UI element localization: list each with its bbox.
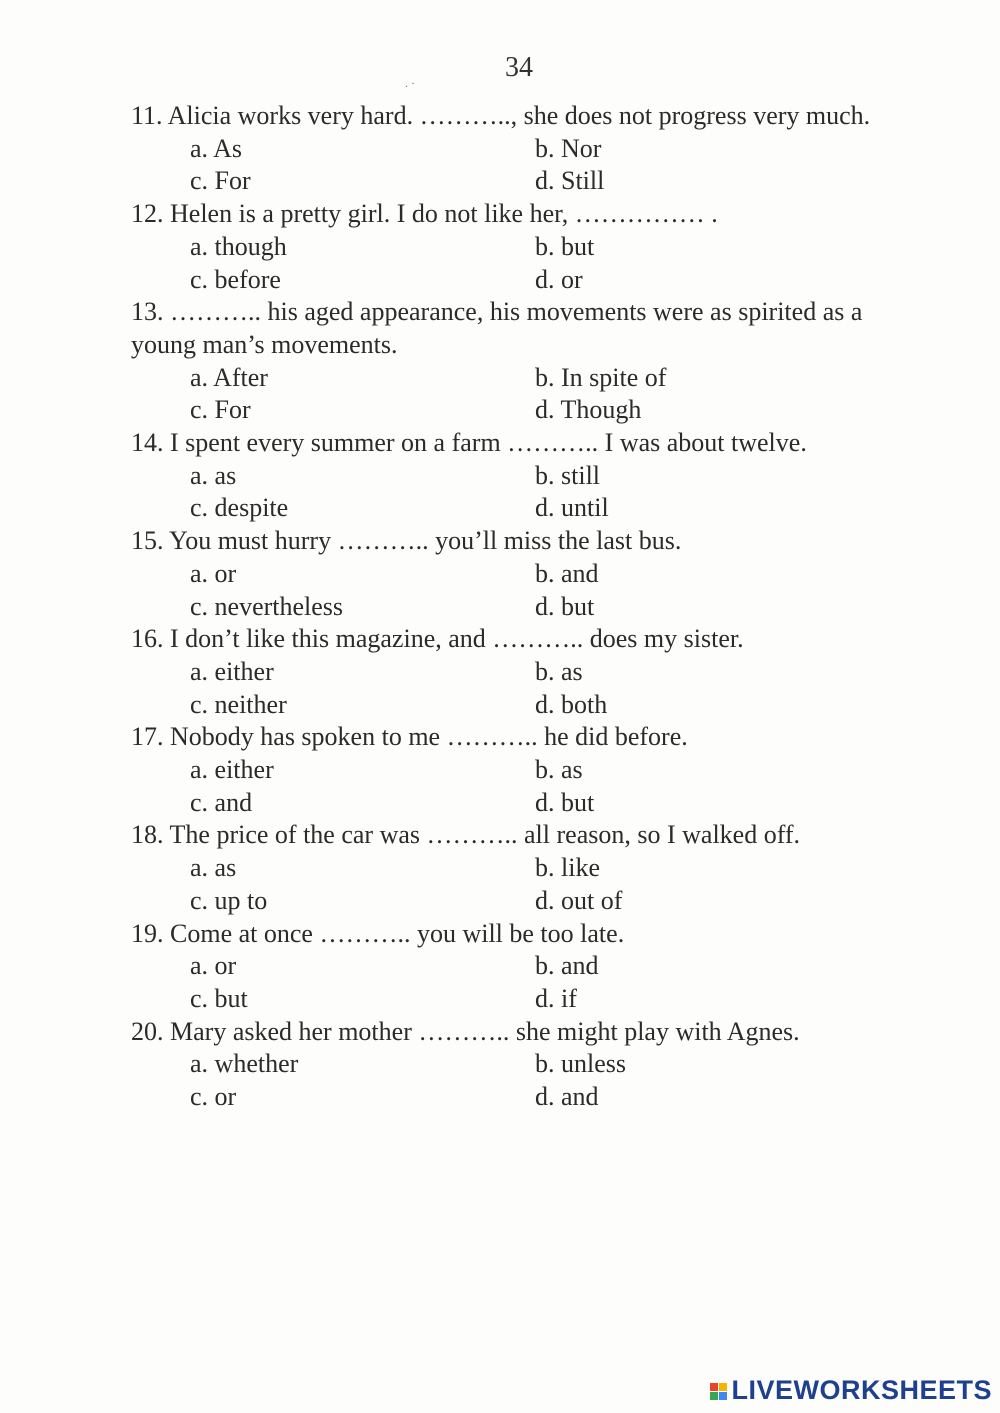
option-b[interactable]: b. Nor <box>535 133 602 163</box>
logo-square-yellow <box>719 1383 727 1391</box>
option-b[interactable]: b. unless <box>535 1049 626 1079</box>
option-a[interactable]: a. either <box>190 656 274 686</box>
logo-square-red <box>710 1383 718 1391</box>
option-c[interactable]: c. For <box>190 395 251 425</box>
question-stem: 17. Nobody has spoken to me ……….. he did before. <box>131 722 688 752</box>
option-d[interactable]: d. both <box>535 689 608 719</box>
option-b[interactable]: b. In spite of <box>535 362 667 392</box>
option-row <box>131 362 891 395</box>
option-c[interactable]: c. but <box>190 983 248 1013</box>
option-a[interactable]: a. or <box>190 558 237 588</box>
option-row <box>131 689 891 722</box>
option-row <box>131 656 891 689</box>
option-a[interactable]: a. as <box>190 853 237 883</box>
option-a[interactable]: a. either <box>190 755 274 785</box>
page-number: 34 <box>505 52 533 83</box>
option-row <box>131 165 891 198</box>
question-list <box>131 100 891 1114</box>
option-b[interactable]: b. and <box>535 951 599 981</box>
option-row <box>131 394 891 427</box>
liveworksheets-logo[interactable] <box>710 1375 992 1405</box>
option-row <box>131 983 891 1016</box>
question-stem: 15. You must hurry ……….. you’ll miss the last bus. <box>131 526 682 556</box>
question-20 <box>131 1016 891 1114</box>
option-a[interactable]: a. as <box>190 460 237 490</box>
option-c[interactable]: c. For <box>190 166 251 196</box>
option-a[interactable]: a. though <box>190 231 287 261</box>
option-a[interactable]: a. After <box>190 362 268 392</box>
option-a[interactable]: a. As <box>190 133 242 163</box>
option-b[interactable]: b. and <box>535 558 599 588</box>
option-d[interactable]: d. or <box>535 264 583 294</box>
option-row <box>131 492 891 525</box>
question-stem: 19. Come at once ……….. you will be too late. <box>131 918 625 948</box>
option-d[interactable]: d. but <box>535 787 595 817</box>
option-b[interactable]: b. but <box>535 231 595 261</box>
question-19 <box>131 918 891 1016</box>
option-c[interactable]: c. or <box>190 1082 237 1112</box>
logo-text: LIVEWORKSHEETS <box>731 1374 992 1405</box>
option-row <box>131 591 891 624</box>
option-a[interactable]: a. whether <box>190 1049 299 1079</box>
option-row <box>131 787 891 820</box>
logo-grid-icon <box>710 1383 727 1400</box>
option-row <box>131 754 891 787</box>
question-13 <box>131 296 891 427</box>
question-11 <box>131 100 891 198</box>
question-12 <box>131 198 891 296</box>
option-row <box>131 885 891 918</box>
question-stem: 20. Mary asked her mother ……….. she might play with Agnes. <box>131 1016 800 1046</box>
option-c[interactable]: c. before <box>190 264 281 294</box>
option-c[interactable]: c. neither <box>190 689 287 719</box>
scan-speck: . · <box>405 76 415 90</box>
option-b[interactable]: b. still <box>535 460 601 490</box>
option-c[interactable]: c. nevertheless <box>190 591 344 621</box>
option-d[interactable]: d. Still <box>535 166 605 196</box>
question-stem: 14. I spent every summer on a farm ……….. I was about twelve. <box>131 428 807 458</box>
question-stem: 12. Helen is a pretty girl. I do not like her, …………… . <box>131 199 718 229</box>
option-row <box>131 231 891 264</box>
question-stem: 11. Alicia works very hard. ……….., she does not progress very much. <box>131 101 871 130</box>
question-stem: 13. ……….. his aged appearance, his movements were as spirited as a young man’s movements. <box>131 297 863 359</box>
question-15 <box>131 525 891 623</box>
option-c[interactable]: c. despite <box>190 493 289 523</box>
question-16 <box>131 623 891 721</box>
option-row <box>131 264 891 297</box>
option-d[interactable]: d. out of <box>535 885 623 915</box>
option-a[interactable]: a. or <box>190 951 237 981</box>
question-stem: 16. I don’t like this magazine, and ……….. does my sister. <box>131 624 744 654</box>
option-b[interactable]: b. as <box>535 755 583 785</box>
logo-square-blue <box>719 1392 727 1400</box>
option-row <box>131 1081 891 1114</box>
option-c[interactable]: c. up to <box>190 885 268 915</box>
option-row <box>131 852 891 885</box>
logo-square-green <box>710 1392 718 1400</box>
option-d[interactable]: d. but <box>535 591 595 621</box>
option-c[interactable]: c. and <box>190 787 253 817</box>
option-row <box>131 1048 891 1081</box>
option-b[interactable]: b. like <box>535 853 600 883</box>
option-d[interactable]: d. and <box>535 1082 599 1112</box>
option-row <box>131 460 891 493</box>
question-14 <box>131 427 891 525</box>
option-d[interactable]: d. Though <box>535 395 642 425</box>
question-18 <box>131 819 891 917</box>
option-d[interactable]: d. until <box>535 493 609 523</box>
option-d[interactable]: d. if <box>535 983 577 1013</box>
option-row <box>131 950 891 983</box>
question-stem: 18. The price of the car was ……….. all reason, so I walked off. <box>131 820 801 850</box>
option-row <box>131 558 891 591</box>
option-b[interactable]: b. as <box>535 656 583 686</box>
option-row <box>131 133 891 166</box>
question-17 <box>131 721 891 819</box>
